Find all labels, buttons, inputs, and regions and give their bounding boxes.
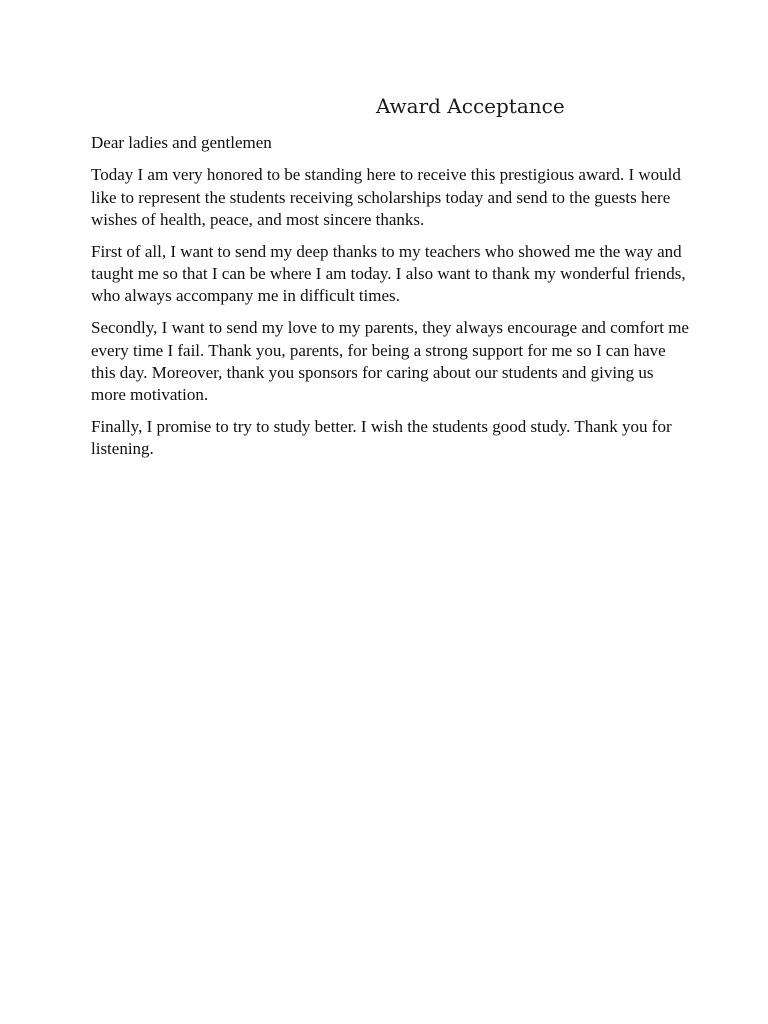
- paragraph-3: Secondly, I want to send my love to my parents, they always encourage and comfort me every time I fail. Thank you, parents, for being a strong support for me so I can have this day. Moreover, thank you sponsors for caring about our students and giving us more motivation.: [91, 318, 689, 405]
- paragraph-1: Today I am very honored to be standing here to receive this prestigious award. I would like to represent the students receiving scholarships today and send to the guests here wishes of health, peace, and most sincere thanks.: [91, 165, 681, 229]
- greeting-line: Dear ladies and gentlemen: [91, 133, 272, 152]
- paragraph-4: Finally, I promise to try to study better. I wish the students good study. Thank you for listening.: [91, 417, 672, 459]
- paragraph-2: First of all, I want to send my deep thanks to my teachers who showed me the way and taught me so that I can be where I am today. I also want to thank my wonderful friends, who always accompany me in difficult times.: [91, 241, 686, 306]
- document-title: Award Acceptance: [376, 94, 565, 118]
- document-body: [91, 132, 691, 470]
